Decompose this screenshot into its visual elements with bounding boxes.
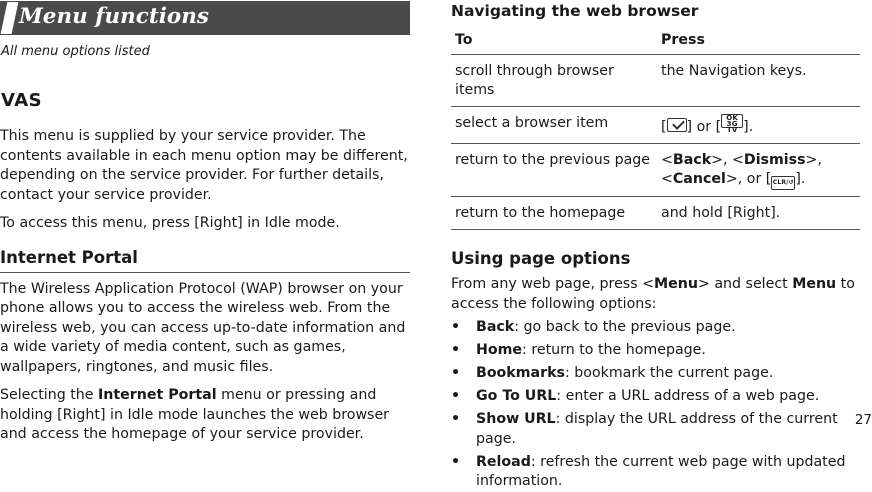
- table-cell-to: return to the homepage: [451, 197, 657, 230]
- vas-paragraph-1: This menu is supplied by your service provider. The contents available in each menu option may be different, depending on the service provider. For further details, contact your service provider.: [0, 128, 408, 203]
- left-column: [0, 0, 410, 445]
- vas-paragraph-2: To access this menu, press [Right] in Idle mode.: [0, 215, 340, 231]
- page-number: 27: [854, 412, 872, 428]
- bullet-icon: •: [451, 411, 461, 427]
- page-title: Menu functions: [19, 4, 210, 29]
- bullet-icon: •: [451, 319, 461, 335]
- table-header-row: [451, 32, 860, 55]
- table-row: [451, 197, 860, 230]
- table-cell-press: the Navigation keys.: [657, 55, 860, 107]
- list-item: • Go To URL: enter a URL address of a web page.: [451, 387, 861, 407]
- table-cell-to: return to the previous page: [451, 144, 657, 197]
- ok-key-icon: OK 3G TV: [721, 114, 743, 128]
- bullet-icon: •: [451, 388, 461, 404]
- list-item: • Reload: refresh the current web page with updated information.: [451, 453, 846, 489]
- page-options-intro: From any web page, press <Menu> and select Menu to access the following options:: [451, 276, 855, 312]
- column-header-to: To: [451, 32, 657, 55]
- internet-portal-heading: Internet Portal: [0, 248, 410, 273]
- table-row: [451, 107, 860, 144]
- table-cell-press: <Back>, <Dismiss>, <Cancel>, or [CLR/↺].: [657, 144, 860, 197]
- page-subtitle: All menu options listed: [1, 44, 150, 59]
- page-options-list: [451, 318, 861, 492]
- internet-portal-paragraph-2: Selecting the Internet Portal menu or pressing and holding [Right] in Idle mode launches the web browser and access the homepage of your service provider.: [0, 387, 390, 442]
- table-cell-press: and hold [Right].: [657, 197, 860, 230]
- table-row: [451, 55, 860, 107]
- bullet-icon: •: [451, 365, 461, 381]
- right-column: [451, 0, 861, 492]
- table-cell-to: scroll through browser items: [451, 55, 657, 107]
- list-item: • Bookmarks: bookmark the current page.: [451, 364, 861, 384]
- table-row: [451, 144, 860, 197]
- navigating-heading: Navigating the web browser: [451, 2, 699, 20]
- clear-key-icon: CLR/↺: [771, 176, 795, 190]
- list-item: • Back: go back to the previous page.: [451, 318, 861, 338]
- vas-heading: VAS: [1, 90, 43, 111]
- table-cell-to: select a browser item: [451, 107, 657, 144]
- bullet-icon: •: [451, 342, 461, 358]
- list-item: • Show URL: display the URL address of the current page.: [451, 411, 838, 447]
- column-header-press: Press: [657, 32, 860, 55]
- list-item: • Home: return to the homepage.: [451, 341, 861, 361]
- banner-stripe: [1, 2, 19, 34]
- section-banner: [0, 1, 410, 35]
- page-options-heading: Using page options: [451, 249, 631, 268]
- internet-portal-paragraph-1: The Wireless Application Protocol (WAP) browser on your phone allows you to access the wireless web. From the wireless web, you can access up-to-date information and a wide variety of media content, such as games, wallpapers, ringtones, and music files.: [0, 280, 406, 375]
- navigation-table: [451, 32, 860, 230]
- check-key-icon: [667, 118, 687, 132]
- bullet-icon: •: [451, 453, 461, 470]
- table-cell-press: [ ] or [OK 3G TV ].: [657, 107, 860, 144]
